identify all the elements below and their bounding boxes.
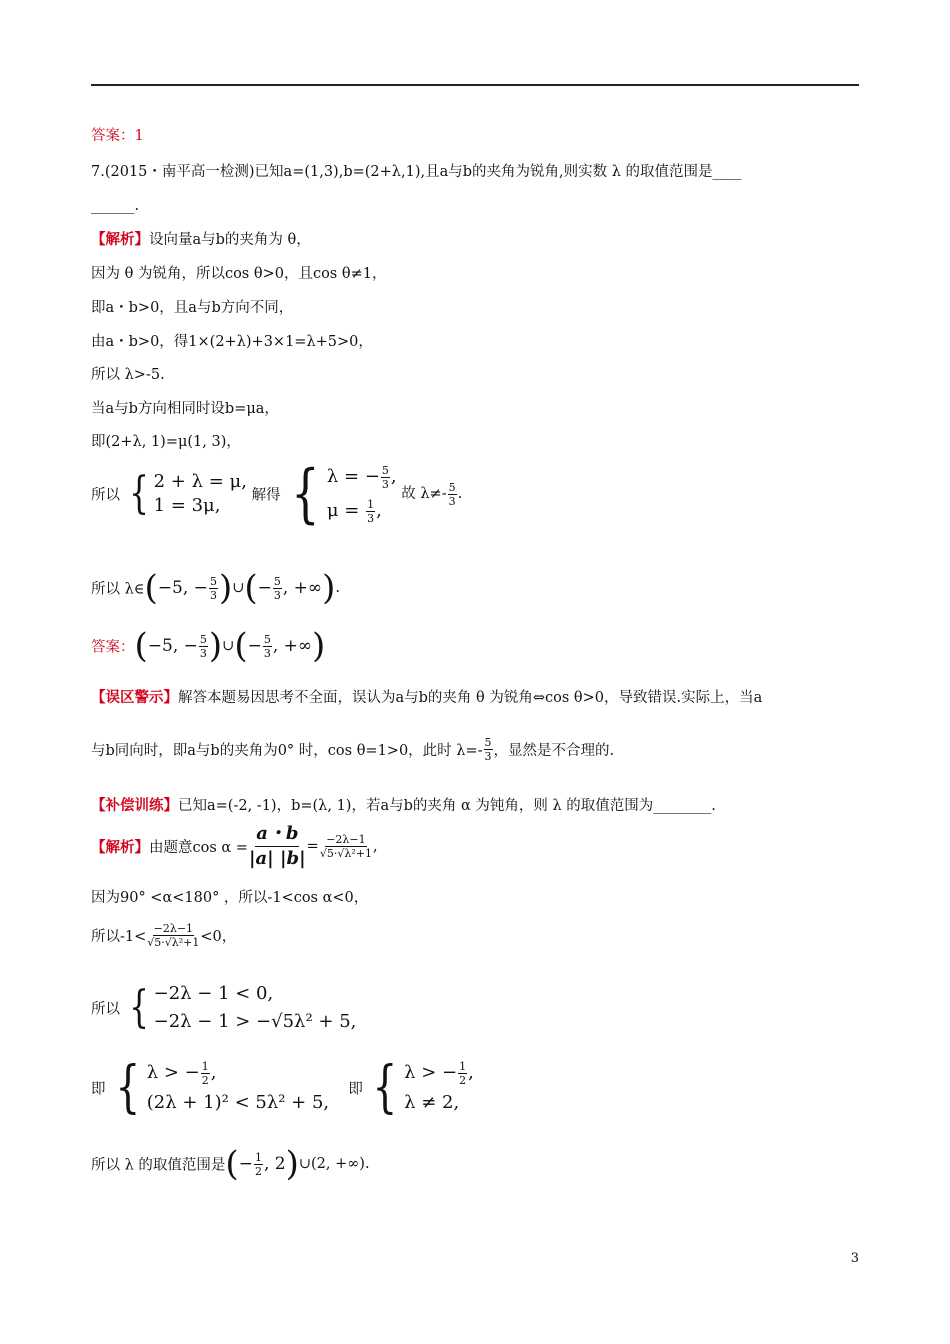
analysis-2-line-1: 【解析】由题意cos α = $\frac{a・b}{|a| |b|}$ = $\frac{-2\lambda-1}{\text{√5·√λ²+1}}$ , [91, 823, 378, 869]
equation-system-1: { 2 + λ = μ, 1 = 3μ, [128, 468, 247, 519]
analysis-2-line-3: 所以-1< $\frac{-2\lambda-1}{\text{√5·√λ²+1}}$ <0， [91, 922, 237, 949]
page-number: 3 [850, 1251, 859, 1266]
analysis-1-system: 所以 { 2 + λ = μ, 1 = 3μ, 解得 { λ = − $\frac{5}{3}$ , μ = $\frac{1}{3}$ , 故 λ≠- $\frac{5}{3}$ . [91, 457, 463, 531]
solution-system-1: { λ = − $\frac{5}{3}$ , μ = $\frac{1}{3}$ , [291, 457, 397, 531]
analysis-tag: 【解析】 [91, 232, 149, 248]
answer-1: 答案：1 [91, 128, 144, 144]
warning-tag: 【误区警示】 [91, 690, 178, 706]
question-7-blank: ______. [91, 198, 140, 214]
analysis-1-line-4: 由a・b>0，得1×(2+λ)+3×1=λ+5>0， [91, 334, 373, 350]
analysis-2-tag: 【解析】 [91, 840, 149, 856]
analysis-1-line-6: 当a与b方向相同时设b=μa， [91, 401, 279, 417]
warning-line-2: 与b同向时，即a与b的夹角为0° 时，cos θ=1>0，此时 λ=- $\frac{5}{3}$ ，显然是不合理的. [91, 736, 615, 763]
analysis-2-line-2: 因为90° <α<180° ，所以-1<cos α<0， [91, 890, 369, 906]
practice-tag: 【补偿训练】 [91, 798, 178, 814]
analysis-1-line-7: 即(2+λ, 1)=μ(1, 3)， [91, 434, 241, 450]
warning-line-1: 【误区警示】解答本题易因思考不全面，误认为a与b的夹角 θ 为锐角⇔cos θ>0，导致错误.实际上，当a [91, 690, 763, 706]
answer-2: 答案：(−5, − $\frac{5}{3}$ )∪(− $\frac{5}{3}$ , +∞) [91, 626, 326, 666]
practice-line: 【补偿训练】已知a=(-2, -1)，b=(λ, 1)，若a与b的夹角 α 为钝角，则 λ 的取值范围为________. [91, 798, 716, 814]
header-rule [91, 84, 859, 86]
analysis-2-system-1: 所以 { −2λ − 1 < 0, −2λ − 1 > −√5λ² + 5, [91, 982, 357, 1033]
analysis-1-line-3: 即a・b>0，且a与b方向不同， [91, 300, 294, 316]
analysis-2-system-2: 即 { λ > − $\frac{1}{2}$ , (2λ + 1)² < 5λ² + 5, 即 { λ > − $\frac{1}{2}$ , λ ≠ 2, [91, 1055, 474, 1120]
analysis-1-interval: 所以 λ∈(−5, − $\frac{5}{3}$ )∪(− $\frac{5}{3}$ , +∞). [91, 568, 340, 608]
question-7: 7.(2015・南平高一检测)已知a=(1,3),b=(2+λ,1),且a与b的夹角为锐角,则实数 λ 的取值范围是____ [91, 164, 742, 180]
analysis-1-line-1: 【解析】设向量a与b的夹角为 θ， [91, 232, 311, 248]
analysis-1-line-2: 因为 θ 为锐角，所以cos θ>0，且cos θ≠1， [91, 266, 387, 282]
analysis-1-line-5: 所以 λ>-5. [91, 367, 165, 383]
analysis-2-conclusion: 所以 λ 的取值范围是(− $\frac{1}{2}$ , 2)∪(2, +∞). [91, 1144, 370, 1184]
